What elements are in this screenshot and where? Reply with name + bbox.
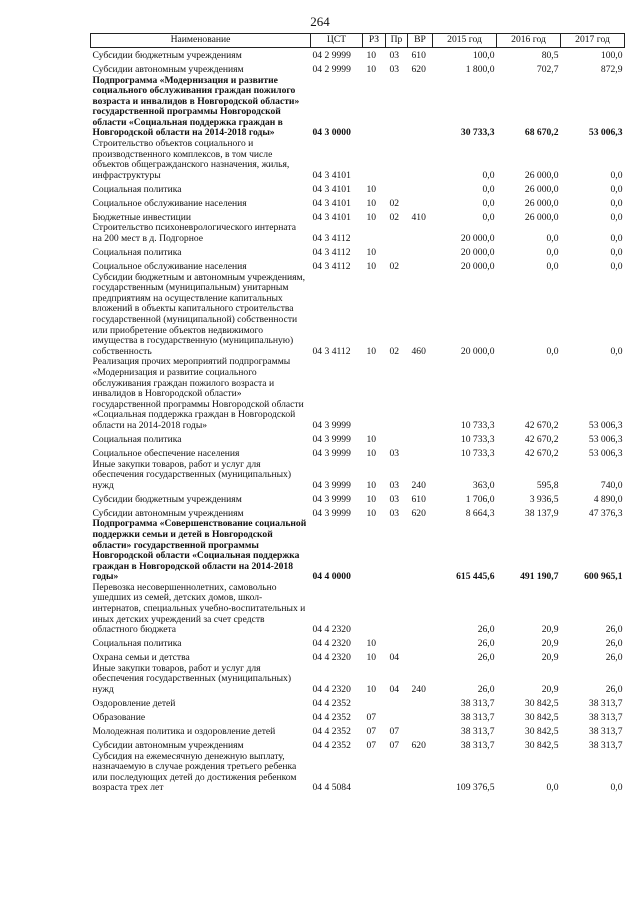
cell-cst: 04 3 4112 [312,261,351,273]
table-row [91,650,625,664]
table-row [91,195,625,209]
table-row [91,139,625,181]
table-row [91,432,625,446]
cell-2016: 30 842,5 [524,726,559,738]
cell-pr [386,696,408,710]
cell-name: Субсидии бюджетным и автономным учреждениям, государственным (муниципальным) унитарным предприятиям на осуществление капитальных вложений в объекты капитального строительства государственной (муниципальной) собственности или приобретение объектов недвижимого имущества в государственную (муниципальную) собственность [92,272,306,357]
table-row [91,76,625,140]
cell-2016: 20,9 [541,684,559,696]
cell-2017: 38 313,7 [588,712,623,724]
cell-2017: 100,0 [600,49,623,61]
cell-2016: 20,9 [541,652,559,664]
cell-2017: 0,0 [610,261,623,273]
cell-rz: 10 [366,433,377,445]
cell-name: Образование [92,712,146,724]
cell-pr [386,181,408,195]
table-row [91,223,625,244]
cell-name: Субсидии автономным учреждениям [92,63,244,75]
cell-rz [363,696,386,710]
cell-2015: 38 313,7 [460,726,495,738]
cell-name: Перевозка несовершеннолетних, самовольно ушедших из семей, детских домов, школ-интернатов, специальных учебно-воспитательных и иных детских учреждений за счет средств областного бюджета [92,582,306,636]
cell-vr [408,181,433,195]
cell-cst: 04 3 0000 [312,127,351,139]
cell-cst: 04 4 2320 [312,652,351,664]
cell-rz [363,76,386,140]
cell-2016: 702,7 [536,63,559,75]
cell-2015: 0,0 [482,183,495,195]
cell-pr: 02 [389,345,400,357]
header-2017: 2017 год [561,34,625,48]
cell-pr: 04 [389,684,400,696]
cell-rz: 10 [366,247,377,259]
table-row [91,664,625,696]
cell-2017: 872,9 [600,63,623,75]
cell-cst: 04 4 2320 [312,684,351,696]
cell-2016: 0,0 [546,345,559,357]
cell-cst: 04 3 9999 [312,507,351,519]
cell-name: Субсидии автономным учреждениям [92,507,244,519]
cell-cst: 04 4 2352 [312,726,351,738]
cell-rz: 10 [366,479,377,491]
cell-vr [408,195,433,209]
cell-2015: 26,0 [477,684,495,696]
cell-vr [408,223,433,244]
cell-vr: 610 [411,493,426,505]
cell-vr: 620 [411,507,426,519]
cell-2015: 8 664,3 [465,507,495,519]
cell-2015: 20 000,0 [460,247,495,259]
cell-cst: 04 4 0000 [312,571,351,583]
cell-rz: 10 [366,261,377,273]
cell-pr: 03 [389,507,400,519]
cell-vr [408,245,433,259]
cell-vr: 610 [411,49,426,61]
cell-2016: 0,0 [546,247,559,259]
cell-rz: 10 [366,447,377,459]
cell-name: Охрана семьи и детства [92,652,190,664]
cell-2016: 42 670,2 [524,433,559,445]
cell-pr: 03 [389,447,400,459]
cell-name: Подпрограмма «Модернизация и развитие социального обслуживания граждан пожилого возраста и инвалидов в Новгородской области» государственной программы Новгородской области «Социальная поддержка граждан в Новгородской области на 2014-2018 годы» [92,75,300,139]
header-vr: ВР [408,34,433,48]
table-row [91,724,625,738]
cell-rz [363,139,386,181]
cell-rz: 10 [366,211,377,223]
cell-pr [386,710,408,724]
cell-vr: 410 [411,211,426,223]
table-row [91,357,625,431]
cell-rz [363,519,386,583]
cell-cst: 04 2 9999 [312,63,351,75]
header-name: Наименование [91,34,311,48]
cell-2017: 0,0 [610,233,623,245]
table-row [91,259,625,273]
cell-2015: 100,0 [472,49,495,61]
cell-rz: 10 [366,638,377,650]
table-row [91,710,625,724]
cell-pr: 07 [389,740,400,752]
cell-name: Социальная политика [92,638,182,650]
table-row [91,62,625,76]
cell-pr [386,752,408,794]
cell-2016: 0,0 [546,261,559,273]
cell-2015: 38 313,7 [460,698,495,710]
cell-vr: 460 [411,345,426,357]
cell-2017: 0,0 [610,782,623,794]
cell-name: Субсидия на ежемесячную денежную выплату, назначаемую в случае рождения третьего ребенка или последующих детей до достижения ребенком возраста трех лет [92,751,297,794]
cell-name: Социальное обслуживание населения [92,197,247,209]
cell-name: Иные закупки товаров, работ и услуг для обеспечения государственных (муниципальных) нужд [92,663,292,696]
cell-name: Оздоровление детей [92,698,176,710]
cell-2017: 0,0 [610,197,623,209]
cell-2016: 26 000,0 [524,211,559,223]
cell-2017: 53 006,3 [588,419,623,431]
cell-cst: 04 3 9999 [312,419,351,431]
cell-name: Строительство психоневрологического интерната на 200 мест в д. Подгорное [92,223,297,245]
cell-2016: 42 670,2 [524,419,559,431]
cell-pr [386,223,408,244]
cell-rz: 10 [366,183,377,195]
cell-2016: 30 842,5 [524,712,559,724]
cell-pr: 02 [389,261,400,273]
cell-rz: 07 [366,726,377,738]
cell-name: Социальная политика [92,433,182,445]
cell-vr [408,710,433,724]
cell-2015: 26,0 [477,652,495,664]
cell-2015: 1 706,0 [465,493,495,505]
cell-2015: 30 733,3 [460,127,495,139]
cell-name: Реализация прочих мероприятий подпрограммы «Модернизация и развитие социального обслуживания граждан пожилого возраста и инвалидов в Новгородской области» государственной программы Новгородской области «Социальная поддержка граждан в Новгородской области на 2014-2018 годы» [92,357,304,431]
header-cst: ЦСТ [311,34,363,48]
cell-2015: 0,0 [482,211,495,223]
cell-cst: 04 3 9999 [312,493,351,505]
cell-2016: 26 000,0 [524,197,559,209]
cell-2017: 26,0 [605,684,623,696]
cell-cst: 04 4 2320 [312,638,351,650]
cell-name: Социальная политика [92,247,182,259]
cell-pr [386,432,408,446]
cell-2016: 0,0 [546,233,559,245]
cell-vr [408,432,433,446]
table-row [91,696,625,710]
cell-2017: 4 890,0 [593,493,623,505]
table-row [91,636,625,650]
cell-vr [408,636,433,650]
cell-vr [408,519,433,583]
cell-2017: 38 313,7 [588,698,623,710]
cell-rz: 10 [366,652,377,664]
cell-rz: 10 [366,197,377,209]
cell-2016: 3 936,5 [529,493,559,505]
cell-pr: 03 [389,479,400,491]
cell-name: Молодежная политика и оздоровление детей [92,726,276,738]
table-row [91,245,625,259]
cell-name: Иные закупки товаров, работ и услуг для обеспечения государственных (муниципальных) нужд [92,459,292,491]
cell-rz [363,583,386,636]
table-row [91,446,625,460]
cell-cst: 04 3 4101 [312,197,351,209]
cell-2016: 30 842,5 [524,698,559,710]
table-body [91,48,625,795]
cell-pr [386,583,408,636]
cell-vr [408,76,433,140]
cell-pr [386,357,408,431]
cell-2015: 26,0 [477,638,495,650]
cell-2015: 615 445,6 [456,571,495,583]
cell-cst: 04 4 5084 [312,782,351,794]
cell-cst: 04 3 4112 [312,247,351,259]
cell-2015: 10 733,3 [460,433,495,445]
cell-name: Строительство объектов социального и производственного комплексов, в том числе объектов общегражданского назначения, жилья, инфраструктуры [92,139,290,181]
cell-2017: 26,0 [605,638,623,650]
page-number: 264 [310,14,330,29]
cell-pr: 03 [389,63,400,75]
table-row [91,752,625,794]
cell-2015: 20 000,0 [460,261,495,273]
cell-vr [408,696,433,710]
cell-2015: 26,0 [477,624,495,636]
cell-2017: 740,0 [600,479,623,491]
cell-2017: 26,0 [605,624,623,636]
cell-name: Подпрограмма «Совершенствование социальной поддержки семьи и детей в Новгородской области» государственной программы Новгородской области «Социальная поддержка граждан в Новгородской области на 2014-2018 годы» [92,519,307,583]
table-row [91,738,625,752]
cell-2015: 38 313,7 [460,740,495,752]
cell-2016: 595,8 [536,479,559,491]
table-row [91,505,625,519]
cell-cst: 04 3 4101 [312,211,351,223]
cell-2015: 0,0 [482,197,495,209]
cell-pr [386,636,408,650]
cell-cst: 04 3 9999 [312,447,351,459]
table-row [91,519,625,583]
cell-vr [408,139,433,181]
cell-cst: 04 4 2352 [312,698,351,710]
header-pr: Пр [386,34,408,48]
cell-pr [386,139,408,181]
cell-2015: 20 000,0 [460,345,495,357]
cell-2015: 20 000,0 [460,233,495,245]
cell-vr [408,752,433,794]
cell-2017: 53 006,3 [588,127,623,139]
cell-cst: 04 4 2320 [312,624,351,636]
table-row [91,460,625,492]
cell-2016: 20,9 [541,624,559,636]
cell-cst: 04 3 4101 [312,169,351,181]
cell-pr [386,245,408,259]
cell-vr [408,650,433,664]
cell-cst: 04 3 9999 [312,479,351,491]
cell-pr: 03 [389,493,400,505]
cell-pr: 02 [389,211,400,223]
cell-2015: 1 800,0 [465,63,495,75]
cell-2017: 0,0 [610,247,623,259]
cell-rz: 10 [366,49,377,61]
cell-2017: 38 313,7 [588,726,623,738]
cell-2017: 0,0 [610,183,623,195]
cell-cst: 04 3 4112 [312,233,351,245]
cell-2017: 26,0 [605,652,623,664]
table-row [91,583,625,636]
cell-2017: 0,0 [610,345,623,357]
cell-rz: 10 [366,507,377,519]
cell-2017: 0,0 [610,169,623,181]
cell-pr: 03 [389,49,400,61]
header-2016: 2016 год [497,34,561,48]
cell-2015: 38 313,7 [460,712,495,724]
cell-2016: 26 000,0 [524,169,559,181]
cell-name: Субсидии автономным учреждениям [92,740,244,752]
cell-rz [363,752,386,794]
cell-cst: 04 4 2352 [312,740,351,752]
cell-rz: 07 [366,740,377,752]
cell-2016: 38 137,9 [524,507,559,519]
cell-rz [363,357,386,431]
cell-name: Субсидии бюджетным учреждениям [92,493,242,505]
cell-2017: 47 376,3 [588,507,623,519]
cell-2015: 363,0 [472,479,495,491]
cell-vr: 240 [411,479,426,491]
cell-vr: 620 [411,740,426,752]
cell-vr: 620 [411,63,426,75]
cell-2016: 30 842,5 [524,740,559,752]
table-row [91,181,625,195]
cell-2016: 491 190,7 [520,571,559,583]
cell-2016: 80,5 [541,49,559,61]
cell-vr [408,357,433,431]
cell-cst: 04 3 9999 [312,433,351,445]
cell-2016: 0,0 [546,782,559,794]
cell-pr [386,76,408,140]
cell-pr [386,519,408,583]
cell-2015: 0,0 [482,169,495,181]
cell-2015: 109 376,5 [456,782,495,794]
table-row [91,209,625,223]
header-2015: 2015 год [433,34,497,48]
cell-2015: 10 733,3 [460,447,495,459]
cell-vr [408,724,433,738]
cell-2017: 53 006,3 [588,447,623,459]
cell-vr [408,446,433,460]
cell-2016: 26 000,0 [524,183,559,195]
cell-rz: 10 [366,63,377,75]
cell-2017: 0,0 [610,211,623,223]
table-row [91,48,625,62]
cell-rz: 07 [366,712,377,724]
budget-table [90,33,625,794]
table-row [91,491,625,505]
cell-rz: 10 [366,684,377,696]
cell-pr: 07 [389,726,400,738]
cell-2016: 20,9 [541,638,559,650]
cell-name: Социальное обеспечение населения [92,447,240,459]
table-row [91,273,625,358]
cell-rz: 10 [366,493,377,505]
cell-cst: 04 2 9999 [312,49,351,61]
cell-rz [363,223,386,244]
cell-pr: 04 [389,652,400,664]
cell-pr: 02 [389,197,400,209]
cell-2016: 68 670,2 [524,127,559,139]
cell-2017: 53 006,3 [588,433,623,445]
cell-2016: 42 670,2 [524,447,559,459]
cell-cst: 04 3 4112 [312,345,351,357]
cell-name: Социальное обслуживание населения [92,261,247,273]
header-rz: РЗ [363,34,386,48]
cell-vr [408,259,433,273]
cell-cst: 04 4 2352 [312,712,351,724]
cell-rz: 10 [366,345,377,357]
cell-name: Социальная политика [92,183,182,195]
table-header [91,34,625,48]
cell-name: Субсидии бюджетным учреждениям [92,49,242,61]
cell-name: Бюджетные инвестиции [92,211,191,223]
cell-vr: 240 [411,684,426,696]
cell-2015: 10 733,3 [460,419,495,431]
cell-2017: 600 965,1 [584,571,623,583]
cell-vr [408,583,433,636]
cell-cst: 04 3 4101 [312,183,351,195]
cell-2017: 38 313,7 [588,740,623,752]
